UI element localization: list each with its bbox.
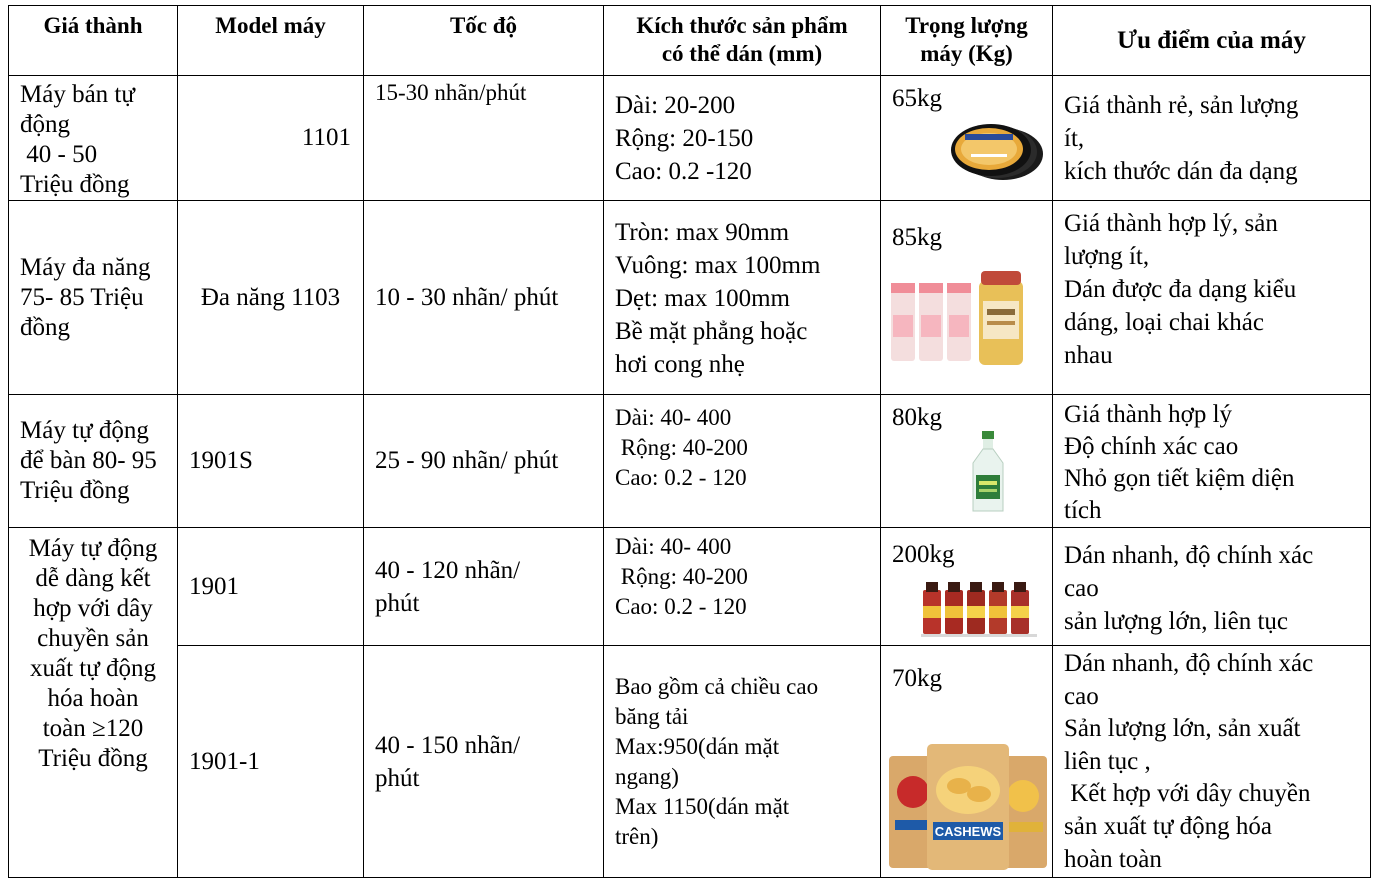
advantages-cell: Giá thành hợp lý, sản lượng ít, Dán được đa dạng kiểu dáng, loại chai khác nhau	[1053, 201, 1371, 395]
table-row	[9, 395, 1371, 528]
snack-pouches-image	[887, 742, 1049, 872]
header-price: Giá thành	[9, 6, 178, 76]
label-roll-image	[941, 120, 1046, 184]
weight-cell	[881, 76, 1053, 201]
header-weight: Trọng lượng máy (Kg)	[881, 6, 1053, 76]
speed-cell: 25 - 90 nhãn/ phút	[364, 395, 604, 528]
weight-cell	[881, 395, 1053, 528]
price-cell: Máy tự động dễ dàng kết hợp với dây chuyền sản xuất tự động hóa hoàn toàn ≥120 Triệu đồng	[9, 528, 178, 878]
table-row	[9, 76, 1371, 201]
model-cell: 1101	[178, 76, 364, 201]
advantages-cell: Giá thành hợp lý Độ chính xác cao Nhỏ gọn tiết kiệm diện tích	[1053, 395, 1371, 528]
size-cell: Dài: 40- 400 Rộng: 40-200 Cao: 0.2 - 120	[604, 528, 881, 646]
table-row	[9, 528, 1371, 646]
weight-value: 85kg	[892, 224, 942, 251]
weight-cell	[881, 528, 1053, 646]
weight-value: 70kg	[892, 665, 942, 692]
advantages-cell: Dán nhanh, độ chính xác cao sản lượng lớn, liên tục	[1053, 528, 1371, 646]
advantages-cell: Dán nhanh, độ chính xác cao Sản lượng lớn, sản xuất liên tục , Kết hợp với dây chuyền sản xuất tự động hóa hoàn toàn	[1053, 646, 1371, 878]
pouch-label-text: CASHEWS	[934, 824, 1002, 839]
speed-cell: 10 - 30 nhãn/ phút	[364, 201, 604, 395]
jars-and-bottles-image	[889, 269, 1049, 371]
sauce-bottles-image	[921, 576, 1039, 638]
speed-cell: 40 - 120 nhãn/ phút	[364, 528, 604, 646]
glass-bottle-image	[967, 429, 1009, 515]
model-cell: 1901S	[178, 395, 364, 528]
table-row	[9, 201, 1371, 395]
weight-value: 200kg	[892, 541, 955, 568]
header-speed: Tốc độ	[364, 6, 604, 76]
header-advantages: Ưu điểm của máy	[1053, 6, 1371, 76]
price-cell: Máy bán tự động 40 - 50 Triệu đồng	[9, 76, 178, 201]
model-cell: Đa năng 1103	[178, 201, 364, 395]
size-cell: Tròn: max 90mm Vuông: max 100mm Dẹt: max 100mm Bề mặt phẳng hoặc hơi cong nhẹ	[604, 201, 881, 395]
model-cell: 1901-1	[178, 646, 364, 878]
weight-value: 65kg	[892, 85, 942, 112]
speed-cell: 15-30 nhãn/phút	[364, 76, 604, 201]
header-size: Kích thước sản phẩm có thể dán (mm)	[604, 6, 881, 76]
size-cell: Dài: 40- 400 Rộng: 40-200 Cao: 0.2 - 120	[604, 395, 881, 528]
machine-comparison-table	[8, 5, 1371, 878]
speed-cell: 40 - 150 nhãn/ phút	[364, 646, 604, 878]
header-model: Model máy	[178, 6, 364, 76]
price-cell: Máy tự động để bàn 80- 95 Triệu đồng	[9, 395, 178, 528]
weight-cell	[881, 201, 1053, 395]
size-cell: Dài: 20-200 Rộng: 20-150 Cao: 0.2 -120	[604, 76, 881, 201]
model-cell: 1901	[178, 528, 364, 646]
weight-cell	[881, 646, 1053, 878]
header-row	[9, 6, 1371, 76]
weight-value: 80kg	[892, 404, 942, 431]
price-cell: Máy đa năng 75- 85 Triệu đồng	[9, 201, 178, 395]
table-row	[9, 646, 1371, 878]
advantages-cell: Giá thành rẻ, sản lượng ít, kích thước dán đa dạng	[1053, 76, 1371, 201]
size-cell: Bao gồm cả chiều cao băng tải Max:950(dán mặt ngang) Max 1150(dán mặt trên)	[604, 646, 881, 878]
